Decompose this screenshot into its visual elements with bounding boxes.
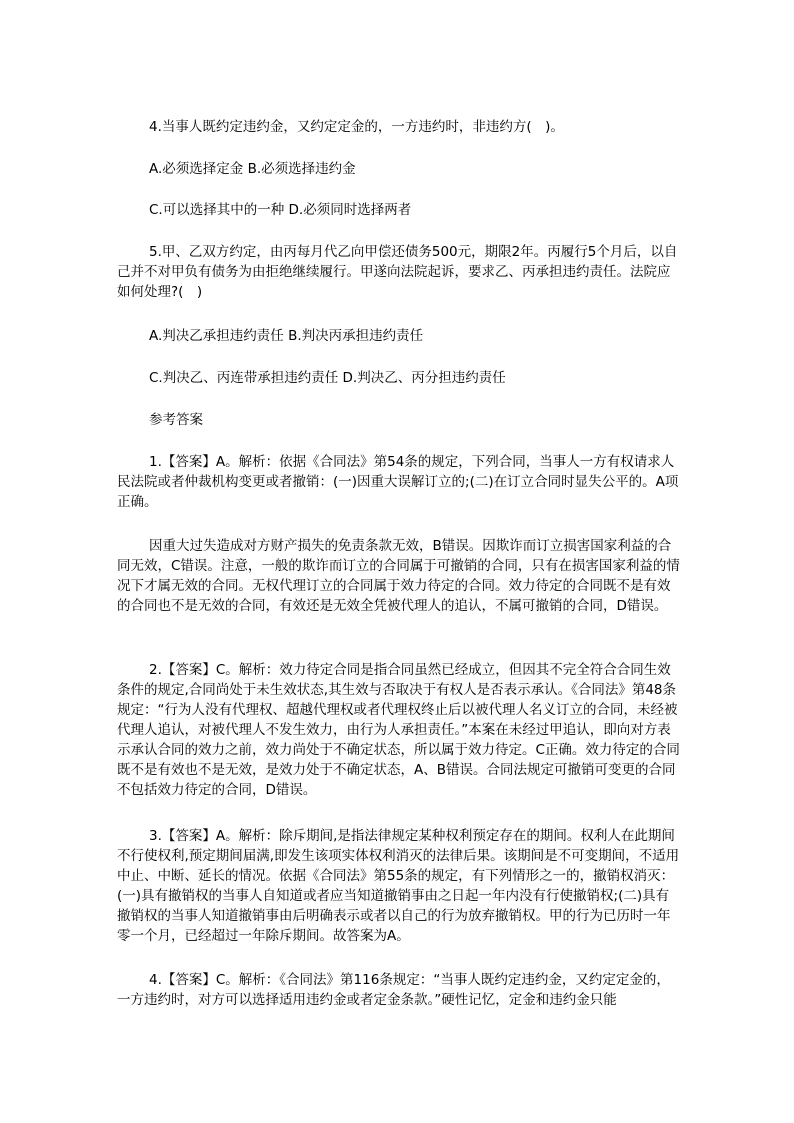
question-4-options-ab: A.必须选择定金 B.必须选择违约金 (149, 161, 356, 177)
answer-3: 3.【答案】A。解析：除斥期间,是指法律规定某种权利预定存在的期间。权利人在此期间不行使权利,预定期间届满,即发生该项实体权利消灭的法律后果。该期间是不可变期间，不适用中止、中断、延长的情况。依据《合同法》第55条的规定，有下列情形之一的，撤销权消灭：(一)具有撤销权的当事人自知道或者应当知道撤销事由之日起一年内没有行使撤销权;(二)具有撤销权的当事人知道撤销事由后明确表示或者以自己的行为放弃撤销权。甲的行为已历时一年零一个月，已经超过一年除斥期间。故答案为A。 (117, 828, 680, 944)
question-4-stem: 4.当事人既约定违约金，又约定定金的，一方违约时，非违约方( )。 (149, 119, 564, 135)
question-4-options-cd: C.可以选择其中的一种 D.必须同时选择两者 (149, 202, 412, 218)
answer-2: 2.【答案】C。解析：效力待定合同是指合同虽然已经成立，但因其不完全符合合同生效条件的规定,合同尚处于未生效状态,其生效与否取决于有权人是否表示承认。《合同法》第48条规定：“行为人没有代理权、超越代理权或者代理权终止后以被代理人名义订立的合同，未经被代理人追认，对被代理人不发生效力，由行为人承担责任。”本案在未经过甲追认，即向对方表示承认合同的效力之前，效力尚处于不确定状态，所以属于效力待定。C正确。效力待定的合同既不是有效也不是无效，是效力处于不确定状态，A、B错误。合同法规定可撤销可变更的合同不包括效力待定的合同，D错误。 (117, 662, 680, 798)
question-5-options-ab: A.判决乙承担违约责任 B.判决丙承担违约责任 (149, 328, 424, 344)
answer-1-part-2: 因重大过失造成对方财产损失的免责条款无效，B错误。因欺诈而订立损害国家利益的合同无效，C错误。注意，一般的欺诈而订立的合同属于可撤销的合同，只有在损害国家利益的情况下才属无效的合同。无权代理订立的合同属于效力待定的合同。效力待定的合同既不是有效的合同也不是无效的合同，有效还是无效全凭被代理人的追认，不属可撤销的合同，D错误。 (117, 538, 680, 614)
question-5-stem: 5.甲、乙双方约定，由丙每月代乙向甲偿还债务500元，期限2年。丙履行5个月后，以自己并不对甲负有债务为由拒绝继续履行。甲遂向法院起诉，要求乙、丙承担违约责任。法院应如何处理?( ) (117, 244, 678, 300)
answers-heading: 参考答案 (149, 412, 203, 428)
answer-1-part-1: 1.【答案】A。解析：依据《合同法》第54条的规定，下列合同，当事人一方有权请求人民法院或者仲裁机构变更或者撤销：(一)因重大误解订立的;(二)在订立合同时显失公平的。A项正确。 (117, 454, 679, 510)
question-5-options-cd: C.判决乙、丙连带承担违约责任 D.判决乙、丙分担违约责任 (149, 370, 506, 386)
answer-4: 4.【答案】C。解析：《合同法》第116条规定：“当事人既约定违约金，又约定定金的，一方违约时，对方可以选择适用违约金或者定金条款。”硬性记忆，定金和违约金只能 (117, 972, 670, 1008)
